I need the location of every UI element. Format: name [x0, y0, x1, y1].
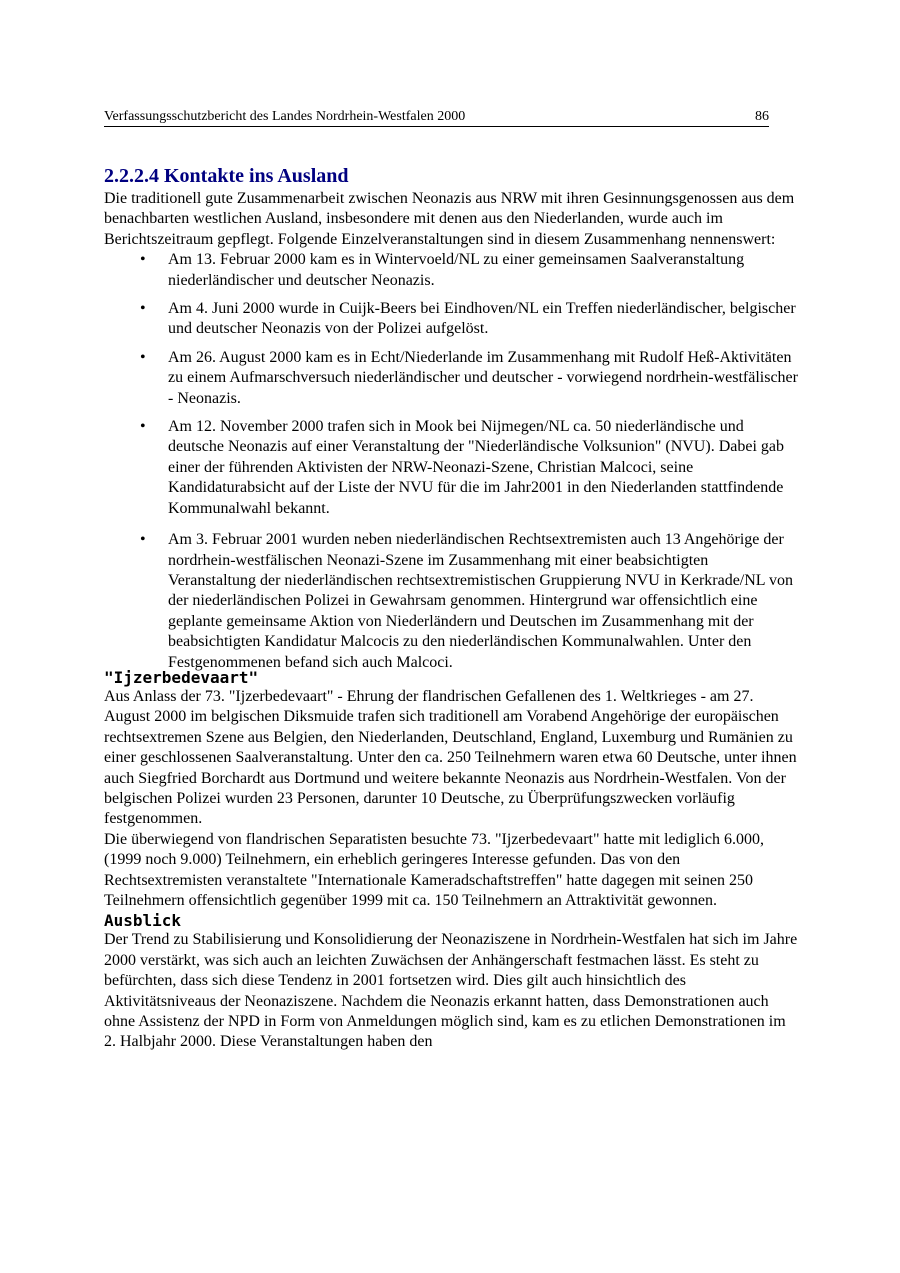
list-item: • Am 12. November 2000 trafen sich in Mook bei Nijmegen/NL ca. 50 niederländische und deutsche Neonazis auf einer Veranstaltung der "Niederländische Volksunion" (NVU). Dabei gab einer der führenden Aktivisten der NRW-Neonazi-Szene, Christian Malcoci, seine Kandidaturabsicht auf der Liste der NVU für die im Jahr2001 in den Niederlanden stattfindende Kommunalwahl bekannt. [104, 417, 799, 519]
ijzerbedevaart-heading: "Ijzerbedevaart" [104, 667, 259, 687]
list-item: • Am 13. Februar 2000 kam es in Wintervoeld/NL zu einer gemeinsamen Saalveranstaltung niederländischer und deutscher Neonazis. [104, 250, 799, 291]
list-item: • Am 3. Februar 2001 wurden neben niederländischen Rechtsextremisten auch 13 Angehörige der nordrhein-westfälischen Neonazi-Szene im Zusammenhang mit einer beabsichtigten Veranstaltung der niederländischen rechtsextremistischen Gruppierung NVU in Kerkrade/NL von der niederländischen Polizei in Gewahrsam genommen. Hintergrund war offensichtlich eine geplante gemeinsame Aktion von Niederländern und Deutschen im Zusammenhang mit der beabsichtigten Kandidatur Malcocis zu den niederländischen Kommunalwahlen. Unter den Festgenommenen befand sich auch Malcoci. [104, 530, 799, 673]
ijzerbedevaart-paragraph-1: Aus Anlass der 73. "Ijzerbedevaart" - Ehrung der flandrischen Gefallenen des 1. Weltkrieges - am 27. August 2000 im belgischen Diksmuide trafen sich traditionell am Vorabend Angehörige der europäischen rechtsextremen Szene aus Belgien, den Niederlanden, Deutschland, England, Luxemburg und Rumänien zu einer geschlossenen Saalveranstaltung. Unter den ca. 250 Teilnehmern waren etwa 60 Deutsche, unter ihnen auch Siegfried Borchardt aus Dortmund und weitere bekannte Neonazis aus Nordrhein-Westfalen. Von der belgischen Polizei wurden 23 Personen, darunter 10 Deutsche, zu Überprüfungszwecken vorläufig festgenommen. [104, 687, 797, 828]
page-number: 86 [755, 109, 769, 124]
event-list [104, 250, 799, 673]
list-item: • Am 26. August 2000 kam es in Echt/Niederlande im Zusammenhang mit Rudolf Heß-Aktivitäten zu einem Aufmarschversuch niederländischer und deutscher - vorwiegend nordrhein-westfälischer - Neonazis. [104, 348, 799, 409]
header-title: Verfassungsschutzbericht des Landes Nordrhein-Westfalen 2000 [104, 109, 466, 124]
ausblick-heading: Ausblick [104, 911, 182, 931]
list-item: • Am 4. Juni 2000 wurde in Cuijk-Beers bei Eindhoven/NL ein Treffen niederländischer, belgischer und deutscher Neonazis von der Polizei aufgelöst. [104, 299, 799, 340]
ijzerbedevaart-paragraph-2: Die überwiegend von flandrischen Separatisten besuchte 73. "Ijzerbedevaart" hatte mit lediglich 6.000, (1999 noch 9.000) Teilnehmern, ein erheblich geringeres Interesse gefunden. Das von den Rechtsextremisten veranstaltete "Internationale Kameradschaftstreffen" hatte dagegen mit seinen 250 Teilnehmern offensichtlich gegenüber 1999 mit ca. 150 Teilnehmern an Attraktivität gewonnen. [104, 830, 764, 909]
page-header [104, 108, 769, 127]
section-intro: Die traditionell gute Zusammenarbeit zwischen Neonazis aus NRW mit ihren Gesinnungsgenossen aus dem benachbarten westlichen Ausland, insbesondere mit denen aus den Niederlanden, wurde auch im Berichtszeitraum gepflegt. Folgende Einzelveranstaltungen sind in diesem Zusammenhang nennenswert: [104, 190, 795, 248]
ausblick-paragraph: Der Trend zu Stabilisierung und Konsolidierung der Neonaziszene in Nordrhein-Westfalen hat sich im Jahre 2000 verstärkt, was sich auch an leichten Zuwächsen der Anhängerschaft festmachen lässt. Es steht zu befürchten, dass sich diese Tendenz in 2001 fortsetzen wird. Dies gilt auch hinsichtlich des Aktivitätsniveaus der Neonaziszene. Nachdem die Neonazis erkannt hatten, dass Demonstrationen auch ohne Assistenz der NPD in Form von Anmeldungen möglich sind, kam es zu etlichen Demonstrationen im 2. Halbjahr 2000. Diese Veranstaltungen haben den [104, 931, 798, 1051]
document-body [104, 163, 799, 1053]
section-title: 2.2.2.4 Kontakte ins Ausland [104, 165, 349, 187]
